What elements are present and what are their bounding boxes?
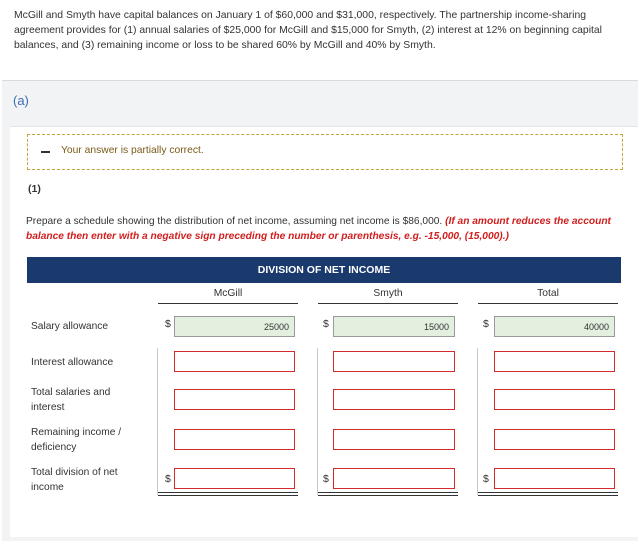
row-label-interest-allowance: Interest allowance <box>31 357 114 368</box>
status-text: Your answer is partially correct. <box>61 145 204 156</box>
dollar-sign: $ <box>323 318 329 330</box>
row-label-total-salaries-interest: Total salaries and interest <box>31 387 111 413</box>
sub-part-label: (1) <box>28 183 41 195</box>
column-underline <box>158 303 298 304</box>
total-total-division-input[interactable] <box>494 468 615 489</box>
column-header-total: Total <box>537 288 559 299</box>
instructions <box>26 214 616 244</box>
total-salary-input[interactable] <box>494 316 615 337</box>
double-underline <box>478 492 618 496</box>
smyth-total-division-input[interactable] <box>333 468 455 489</box>
instruction-hint: (If an amount reduces the account balance then enter with a negative sign preceding the number or parenthesis, e.g. -15,000, (15,000).) <box>26 216 611 242</box>
mcgill-remaining-income-input[interactable] <box>174 429 295 450</box>
mcgill-salary-input[interactable] <box>174 316 295 337</box>
table-title: DIVISION OF NET INCOME <box>27 257 621 283</box>
column-underline <box>478 303 618 304</box>
row-label-salary-allowance: Salary allowance <box>31 321 109 332</box>
total-total-salaries-interest-input[interactable] <box>494 389 615 410</box>
partial-icon <box>41 151 50 153</box>
column-divider <box>157 348 158 495</box>
status-banner <box>27 134 623 170</box>
instruction-text: Prepare a schedule showing the distribution of net income, assuming net income is $86,000. <box>26 216 443 227</box>
smyth-total-salaries-interest-input[interactable] <box>333 389 455 410</box>
row-label-total-division: Total division of net income <box>31 467 118 493</box>
total-interest-input[interactable] <box>494 351 615 372</box>
dollar-sign: $ <box>483 473 489 485</box>
column-divider <box>477 348 478 495</box>
column-header-smyth: Smyth <box>373 288 403 299</box>
double-underline <box>158 492 298 496</box>
smyth-interest-input[interactable] <box>333 351 455 372</box>
column-header-mcgill: McGill <box>213 288 243 299</box>
dollar-sign: $ <box>165 473 171 485</box>
problem-statement: McGill and Smyth have capital balances on January 1 of $60,000 and $31,000, respectively. The partnership income-sharing agreement provides for (1) annual salaries of $25,000 for McGill and $15,000 for Smyth, (2) interest at 12% on beginning capital balances, and (3) remaining income or loss to be shared 60% by McGill and 40% by Smyth. <box>14 10 602 51</box>
double-underline <box>318 492 458 496</box>
smyth-remaining-income-input[interactable] <box>333 429 455 450</box>
total-remaining-income-input[interactable] <box>494 429 615 450</box>
dollar-sign: $ <box>165 318 171 330</box>
column-underline <box>318 303 458 304</box>
mcgill-interest-input[interactable] <box>174 351 295 372</box>
mcgill-total-division-input[interactable] <box>174 468 295 489</box>
part-label: (a) <box>13 93 29 108</box>
row-label-remaining-income: Remaining income / deficiency <box>31 427 122 453</box>
mcgill-total-salaries-interest-input[interactable] <box>174 389 295 410</box>
dollar-sign: $ <box>483 318 489 330</box>
dollar-sign: $ <box>323 473 329 485</box>
column-divider <box>317 348 318 495</box>
smyth-salary-input[interactable] <box>333 316 455 337</box>
